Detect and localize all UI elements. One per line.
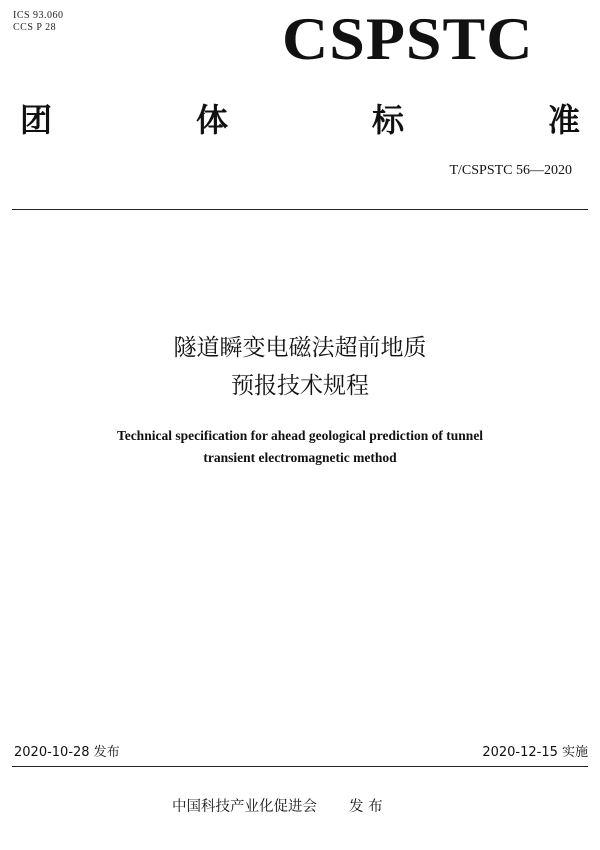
issue-date: 2020-10-28 发布 bbox=[14, 745, 120, 760]
standard-type-char: 准 bbox=[547, 101, 580, 139]
title-zh-line2: 预报技术规程 bbox=[231, 373, 369, 399]
standard-number: T/CSPSTC 56—2020 bbox=[449, 163, 572, 178]
top-divider bbox=[12, 209, 588, 210]
standard-type-heading bbox=[20, 98, 580, 142]
issuer-action: 发 布 bbox=[349, 799, 383, 815]
standard-type-char: 标 bbox=[371, 101, 404, 139]
implement-date: 2020-12-15 实施 bbox=[482, 745, 588, 760]
standard-type-char: 团 bbox=[20, 101, 53, 139]
classification-codes bbox=[13, 10, 64, 34]
title-en-line2: transient electromagnetic method bbox=[203, 450, 397, 465]
title-en-line1: Technical specification for ahead geological prediction of tunnel bbox=[116, 428, 484, 443]
ics-code: ICS 93.060 bbox=[13, 10, 64, 21]
standard-type-char: 体 bbox=[195, 101, 228, 139]
cspstc-logo: CSPSTC bbox=[282, 5, 534, 73]
bottom-divider bbox=[12, 766, 588, 767]
title-zh-line1: 隧道瞬变电磁法超前地质 bbox=[173, 335, 427, 361]
ccs-code: CCS P 28 bbox=[13, 22, 57, 33]
issuer-name: 中国科技产业化促进会 bbox=[172, 799, 317, 815]
issuer bbox=[172, 796, 383, 818]
